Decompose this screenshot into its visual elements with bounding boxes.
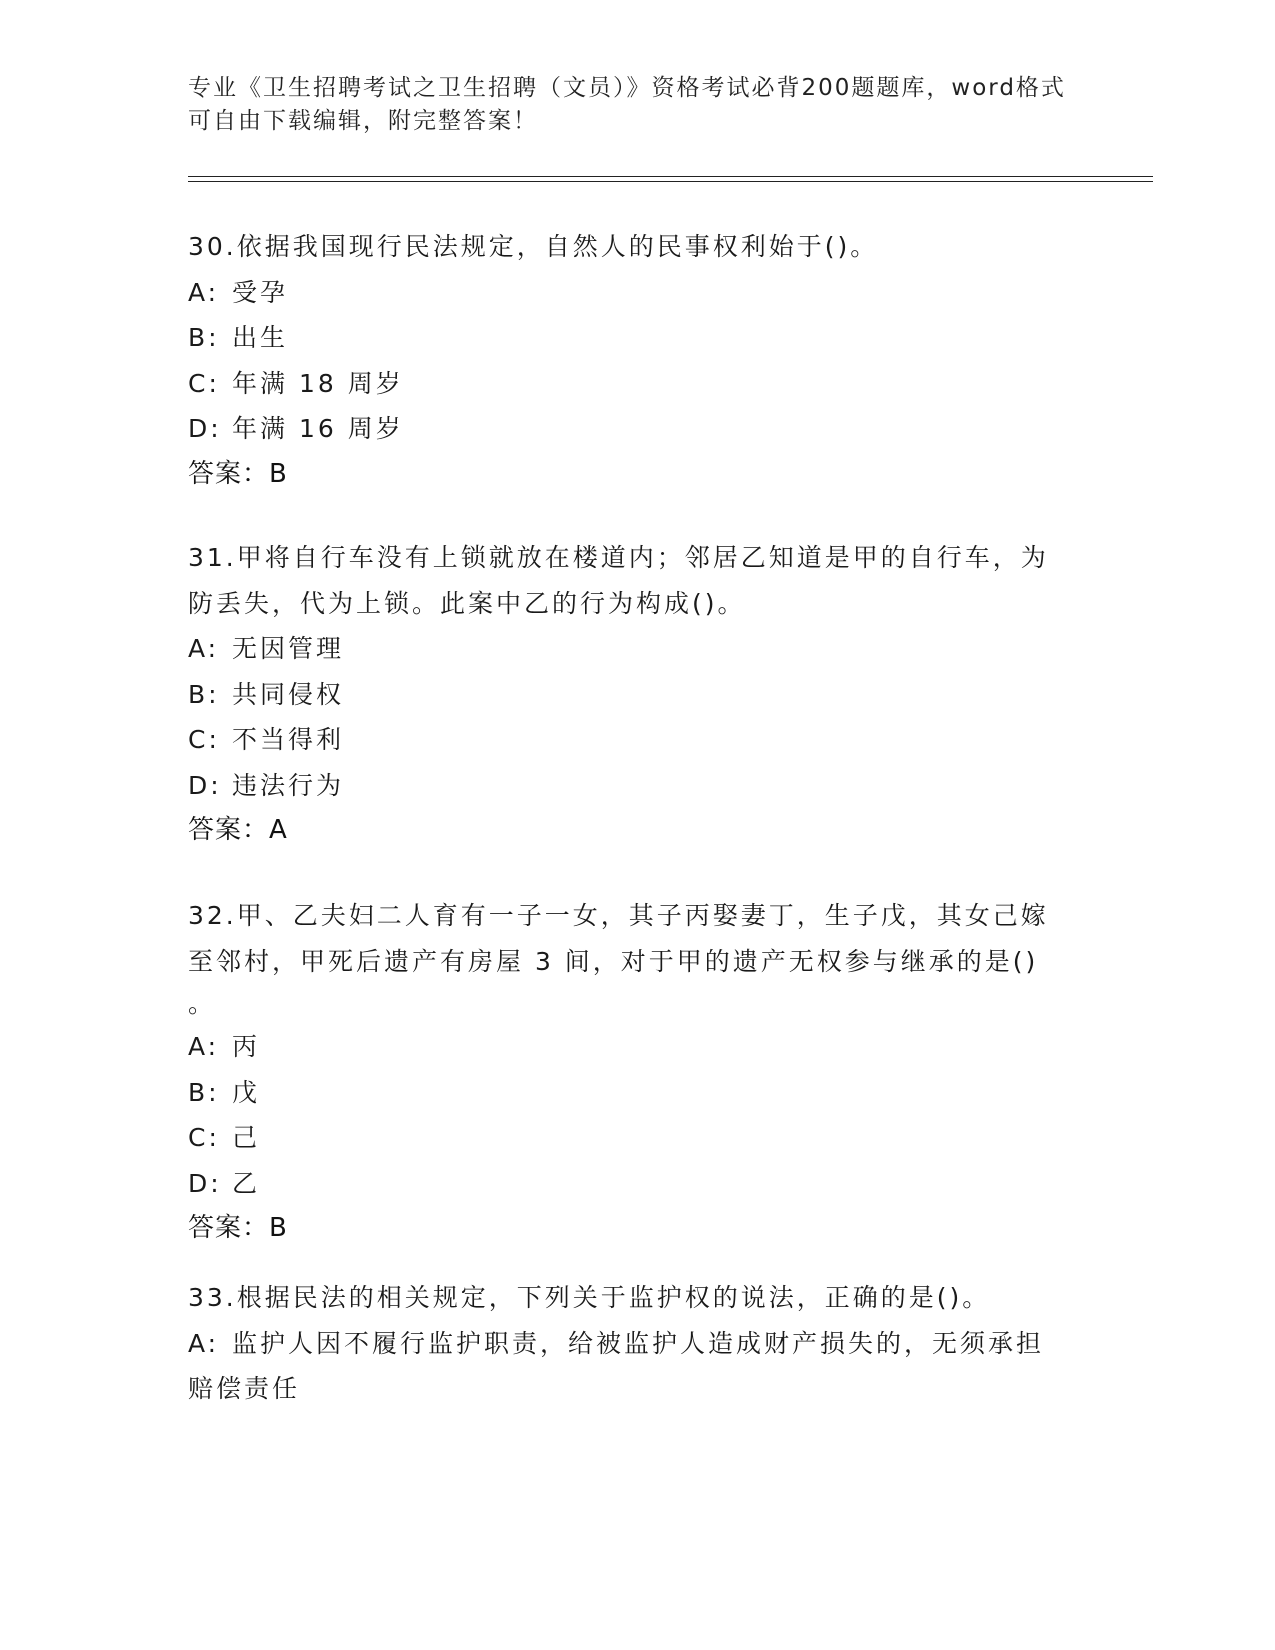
option-a bbox=[188, 1321, 1078, 1367]
option-text: 己 bbox=[232, 1123, 261, 1152]
option-c bbox=[188, 717, 1078, 763]
option-text: 戊 bbox=[232, 1077, 261, 1107]
answer-line: 答案：B bbox=[188, 458, 288, 489]
question-stem: 33.根据民法的相关规定，下列关于监护权的说法，正确的是()。 bbox=[188, 1283, 991, 1312]
option-c bbox=[188, 361, 1078, 407]
option-label: C: bbox=[188, 725, 220, 754]
question-32 bbox=[188, 893, 1078, 1252]
option-text: 受孕 bbox=[232, 277, 289, 307]
question-stem-line-3: 。 bbox=[188, 989, 214, 1018]
option-label: A: bbox=[188, 1328, 220, 1358]
header-rule-bottom bbox=[188, 181, 1153, 182]
option-text: 共同侵权 bbox=[232, 679, 345, 709]
option-b bbox=[188, 1070, 1078, 1116]
option-text: 无因管理 bbox=[232, 634, 345, 663]
option-text: 违法行为 bbox=[232, 770, 345, 800]
question-stem: 30.依据我国现行民法规定，自然人的民事权利始于()。 bbox=[188, 232, 879, 261]
question-30 bbox=[188, 224, 1078, 497]
question-stem-line-1: 31.甲将自行车没有上锁就放在楼道内；邻居乙知道是甲的自行车，为 bbox=[188, 543, 1049, 572]
header-line-1: 专业《卫生招聘考试之卫生招聘（文员）》资格考试必背200题题库，word格式 bbox=[188, 75, 1066, 101]
option-label: A: bbox=[188, 634, 220, 663]
option-b bbox=[188, 672, 1078, 718]
option-b bbox=[188, 315, 1078, 361]
option-label: C: bbox=[188, 1123, 220, 1152]
question-31 bbox=[188, 535, 1078, 854]
option-a bbox=[188, 270, 1078, 316]
option-text: 年满 18 周岁 bbox=[232, 368, 404, 398]
question-33 bbox=[188, 1275, 1078, 1412]
answer-line: 答案：A bbox=[188, 815, 288, 845]
option-d bbox=[188, 406, 1078, 452]
header-rule-top bbox=[188, 176, 1153, 177]
option-a bbox=[188, 1024, 1078, 1070]
option-label: D: bbox=[188, 1168, 222, 1198]
option-label: D: bbox=[188, 770, 222, 800]
answer-line: 答案：B bbox=[188, 1213, 288, 1243]
option-label: B: bbox=[188, 679, 220, 709]
option-a bbox=[188, 626, 1078, 672]
header-line-2: 可自由下载编辑，附完整答案！ bbox=[188, 108, 538, 134]
option-text: 年满 16 周岁 bbox=[232, 414, 404, 443]
question-stem-line-2: 至邻村，甲死后遗产有房屋 3 间，对于甲的遗产无权参与继承的是() bbox=[188, 946, 1039, 976]
question-stem-line-2: 防丢失，代为上锁。此案中乙的行为构成()。 bbox=[188, 588, 746, 618]
question-stem-line-1: 32.甲、乙夫妇二人育有一子一女，其子丙娶妻丁，生子戊，其女己嫁 bbox=[188, 901, 1049, 930]
option-text: 监护人因不履行监护职责，给被监护人造成财产损失的，无须承担 bbox=[232, 1328, 1045, 1358]
option-text: 乙 bbox=[232, 1168, 261, 1198]
option-a-continuation: 赔偿责任 bbox=[188, 1374, 301, 1403]
option-text: 出生 bbox=[232, 323, 289, 352]
option-label: D: bbox=[188, 414, 222, 443]
option-label: C: bbox=[188, 368, 220, 398]
document-header bbox=[188, 72, 1068, 138]
option-c bbox=[188, 1115, 1078, 1161]
option-label: A: bbox=[188, 277, 220, 307]
option-label: A: bbox=[188, 1032, 220, 1061]
option-d bbox=[188, 763, 1078, 809]
option-text: 不当得利 bbox=[232, 725, 345, 754]
option-label: B: bbox=[188, 323, 220, 352]
option-d bbox=[188, 1161, 1078, 1207]
option-label: B: bbox=[188, 1077, 220, 1107]
option-text: 丙 bbox=[232, 1032, 261, 1061]
